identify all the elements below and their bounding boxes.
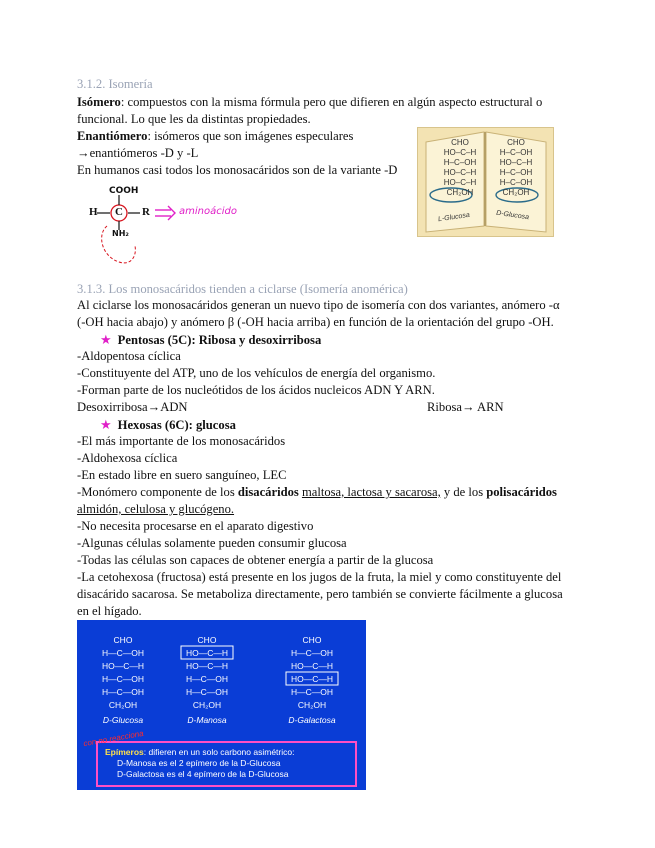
desoxirribosa-line: Desoxirribosa→ADN: [77, 400, 188, 414]
polisacaridos-term: polisacáridos: [486, 485, 557, 499]
structure-row: HO—C—H: [101, 661, 145, 671]
cetohexosa-line1: -La cetohexosa (fructosa) está presente en los jugos de la fruta, la miel y como constituyente del: [77, 570, 562, 584]
pentosas-title-text: Pentosas (5C): Ribosa y desoxirribosa: [117, 333, 322, 347]
star-icon: ★: [100, 417, 112, 432]
monomero-prefix: -Monómero componente de los: [77, 485, 238, 499]
epimer-line-2: D-Galactosa es el 4 epímero de la D-Glucosa: [117, 769, 289, 779]
hexosas-item: -Aldohexosa cíclica: [77, 451, 178, 465]
ribosa-line: Ribosa→ ARN: [427, 400, 504, 414]
d-galactosa-structure: [276, 634, 348, 727]
structure-row: H—C—OH: [101, 687, 145, 697]
right-row-2: HO–C–H: [499, 158, 533, 167]
right-cho: CHO: [507, 138, 525, 147]
hexosas-item: -Todas las células son capaces de obtener energía a partir de la glucosa: [77, 553, 434, 567]
handwritten-note: con no reacciona: [82, 728, 145, 749]
humans-variant-line: En humanos casi todos los monosacáridos son de la variante -D: [77, 163, 398, 177]
pentosas-item: -Forman parte de los nucleótidos de los ácidos nucleicos ADN Y ARN.: [77, 383, 435, 397]
d-glucose-label: D-Glucosa: [495, 209, 530, 222]
disacaridos-term: disacáridos: [237, 485, 299, 499]
right-glucose-structure: [498, 138, 534, 198]
l-glucose-label: L-Glucosa: [437, 211, 471, 224]
isomero-term: Isómero: [77, 95, 121, 109]
epimer-title-line: [105, 747, 294, 758]
left-ch2oh: CH₂OH: [446, 188, 474, 197]
y-de-los: y de los: [440, 485, 487, 499]
structure-row: H—C—OH: [101, 674, 145, 684]
hexosas-title-text: Hexosas (6C): glucosa: [117, 418, 236, 432]
isomero-definition-line1: [77, 94, 577, 111]
left-row-3: HO–C–H: [443, 168, 477, 177]
epimer-title-rest: : difieren en un solo carbono asimétrico:: [143, 747, 295, 757]
enantiomero-term: Enantiómero: [77, 129, 148, 143]
epimer-slide: [77, 620, 366, 790]
cooh-label: COOH: [109, 186, 139, 196]
structure-row: HO—C—H: [185, 661, 229, 671]
disacaridos-list: maltosa, lactosa y sacarosa,: [301, 485, 441, 499]
structure-row: HO—C—H: [290, 661, 334, 671]
structure-row: CHO: [302, 635, 322, 645]
aminoacido-label: aminoácido: [179, 206, 237, 217]
pentosas-item: -Constituyente del ATP, uno de los vehículos de energía del organismo.: [77, 366, 436, 380]
hexosas-item: -Algunas células solamente pueden consumir glucosa: [77, 536, 347, 550]
d-manosa-label: D-Manosa: [187, 715, 227, 725]
left-cho: CHO: [451, 138, 469, 147]
d-manosa-structure: [171, 634, 243, 727]
left-glucose-structure: [442, 138, 478, 198]
hexosas-item: -El más importante de los monosacáridos: [77, 434, 286, 448]
anomer-intro-line1: Al ciclarse los monosacáridos generan un nuevo tipo de isomería con dos variantes, anómero -α: [77, 298, 560, 312]
left-row-1: HO–C–H: [443, 148, 477, 157]
isomero-def-text: : compuestos con la misma fórmula pero que difieren en algún aspecto estructural o: [120, 95, 543, 109]
d-glucosa-structure: [87, 634, 159, 727]
enantiomero-arrow-line: →enantiómeros -D y -L: [77, 146, 199, 160]
pentosas-title: [100, 331, 321, 349]
h-label: H: [89, 206, 98, 218]
epimer-title: Epímeros: [105, 747, 144, 757]
left-row-4: HO–C–H: [443, 178, 477, 187]
d-glucosa-label: D-Glucosa: [102, 715, 144, 725]
nh2-label: NH₂: [112, 229, 129, 238]
epimer-line-1: D-Manosa es el 2 epímero de la D-Glucosa: [117, 758, 281, 768]
right-row-1: H–C–OH: [499, 148, 533, 157]
structure-row: CH₂OH: [108, 700, 138, 710]
epimer-definition-box: [105, 747, 294, 780]
cetohexosa-line2: disacárido sacarosa. Se metaboliza directamente, pero también se convierte fácilmente a glucosa: [77, 587, 563, 601]
monomero-line: [77, 484, 577, 501]
hexosas-item: -No necesita procesarse en el aparato digestivo: [77, 519, 314, 533]
structure-row: H—C—OH: [290, 648, 334, 658]
structure-row: CHO: [113, 635, 133, 645]
anomer-intro-line2: (-OH hacia abajo) y anómero β (-OH hacia arriba) en función de la orientación del grupo -OH.: [77, 315, 554, 329]
isomero-definition-line2: funcional. Lo que les da distintas propiedades.: [77, 112, 311, 126]
polisacaridos-list: almidón, celulosa y glucógeno.: [77, 502, 235, 516]
structure-row: CH₂OH: [192, 700, 222, 710]
hexosas-item: -En estado libre en suero sanguíneo, LEC: [77, 468, 287, 482]
structure-row: H—C—OH: [185, 674, 229, 684]
structure-row: H—C—OH: [290, 687, 334, 697]
structure-row: CH₂OH: [297, 700, 327, 710]
enantiomer-book-figure: [417, 127, 554, 237]
enantiomero-definition: [77, 128, 353, 145]
enantiomero-def-text: : isómeros que son imágenes especulares: [147, 129, 354, 143]
left-row-2: H–C–OH: [443, 158, 477, 167]
structure-row: H—C—OH: [185, 687, 229, 697]
section-heading-isomeria: 3.1.2. Isomería: [77, 77, 153, 91]
structure-row: H—C—OH: [101, 648, 145, 658]
d-galactosa-label: D-Galactosa: [288, 715, 336, 725]
amino-acid-sketch: [85, 186, 255, 266]
hexosas-title: [100, 416, 236, 434]
right-row-3: H–C–OH: [499, 168, 533, 177]
structure-row: CHO: [197, 635, 217, 645]
right-ch2oh: CH₂OH: [502, 188, 530, 197]
pentosas-item: -Aldopentosa cíclica: [77, 349, 181, 363]
structure-row: HO—C—H: [185, 648, 229, 658]
structure-row: HO—C—H: [290, 674, 334, 684]
section-heading-anomerica: 3.1.3. Los monosacáridos tienden a ciclarse (Isomería anomérica): [77, 282, 408, 296]
c-label: C: [115, 206, 123, 218]
star-icon: ★: [100, 332, 112, 347]
cetohexosa-line3: en el hígado.: [77, 604, 142, 618]
right-row-4: H–C–OH: [499, 178, 533, 187]
r-label: R: [142, 206, 150, 218]
